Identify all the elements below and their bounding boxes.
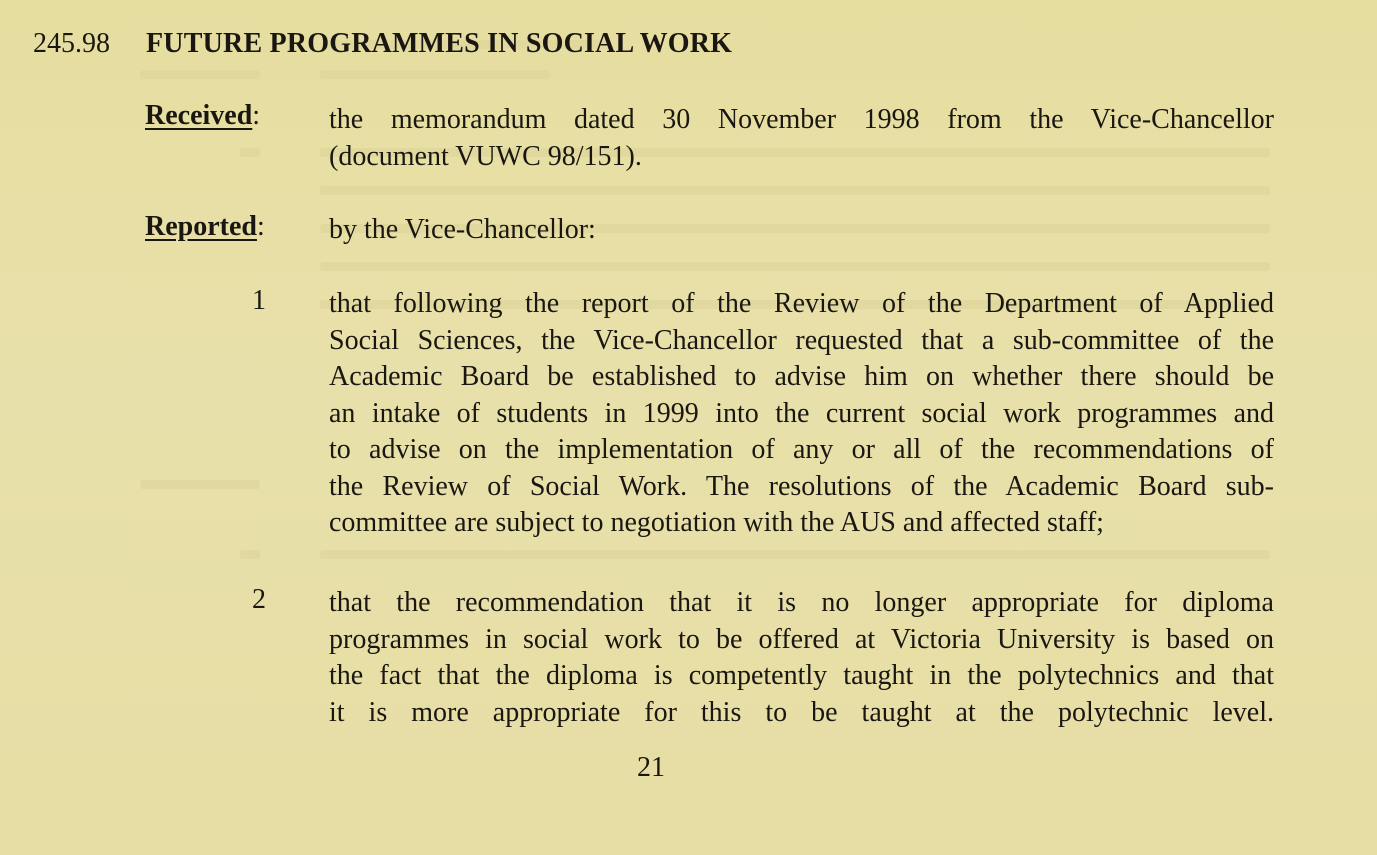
paragraph-line: it is more appropriate for this to be taught at the polytechnic level. xyxy=(329,696,1274,728)
received-line: (document VUWC 98/151). xyxy=(329,140,642,172)
paragraph-number: 2 xyxy=(252,584,266,615)
reported-label-word: Reported xyxy=(145,211,257,242)
reported-label-colon: : xyxy=(256,211,265,242)
paragraph-line: Academic Board be established to advise him on whether there should be xyxy=(329,361,1274,392)
received-text xyxy=(329,102,1274,175)
received-label-colon: : xyxy=(252,100,261,131)
reported-label xyxy=(145,211,265,243)
paragraph-line: committee are subject to negotiation with the AUS and affected staff; xyxy=(329,507,1104,538)
reported-text xyxy=(329,212,1274,249)
paragraph-line: the fact that the diploma is competently taught in the polytechnics and that xyxy=(329,660,1274,691)
paragraph-line: that following the report of the Review of the Department of Applied xyxy=(329,288,1274,319)
paragraph-line: that the recommendation that it is no longer appropriate for diploma xyxy=(329,587,1274,618)
page-number: 21 xyxy=(637,752,665,783)
paragraph-1-text xyxy=(329,286,1274,542)
received-label xyxy=(145,100,260,132)
paragraph-line: the Review of Social Work. The resolutions of the Academic Board sub- xyxy=(329,470,1274,502)
item-number: 245.98 xyxy=(33,28,110,59)
paragraph-line: programmes in social work to be offered at Victoria University is based on xyxy=(329,623,1274,655)
paragraph-line: Social Sciences, the Vice-Chancellor requested that a sub-committee of the xyxy=(329,324,1274,356)
paragraph-2-text xyxy=(329,585,1274,731)
paragraph-line: to advise on the implementation of any or all of the recommendations of xyxy=(329,434,1274,465)
reported-line: by the Vice-Chancellor: xyxy=(329,214,596,245)
paragraph-number: 1 xyxy=(252,285,266,316)
item-title: FUTURE PROGRAMMES IN SOCIAL WORK xyxy=(146,28,733,59)
received-line: the memorandum dated 30 November 1998 from the Vice-Chancellor xyxy=(329,104,1274,135)
received-label-word: Received xyxy=(145,100,253,131)
paragraph-line: an intake of students in 1999 into the current social work programmes and xyxy=(329,397,1274,429)
